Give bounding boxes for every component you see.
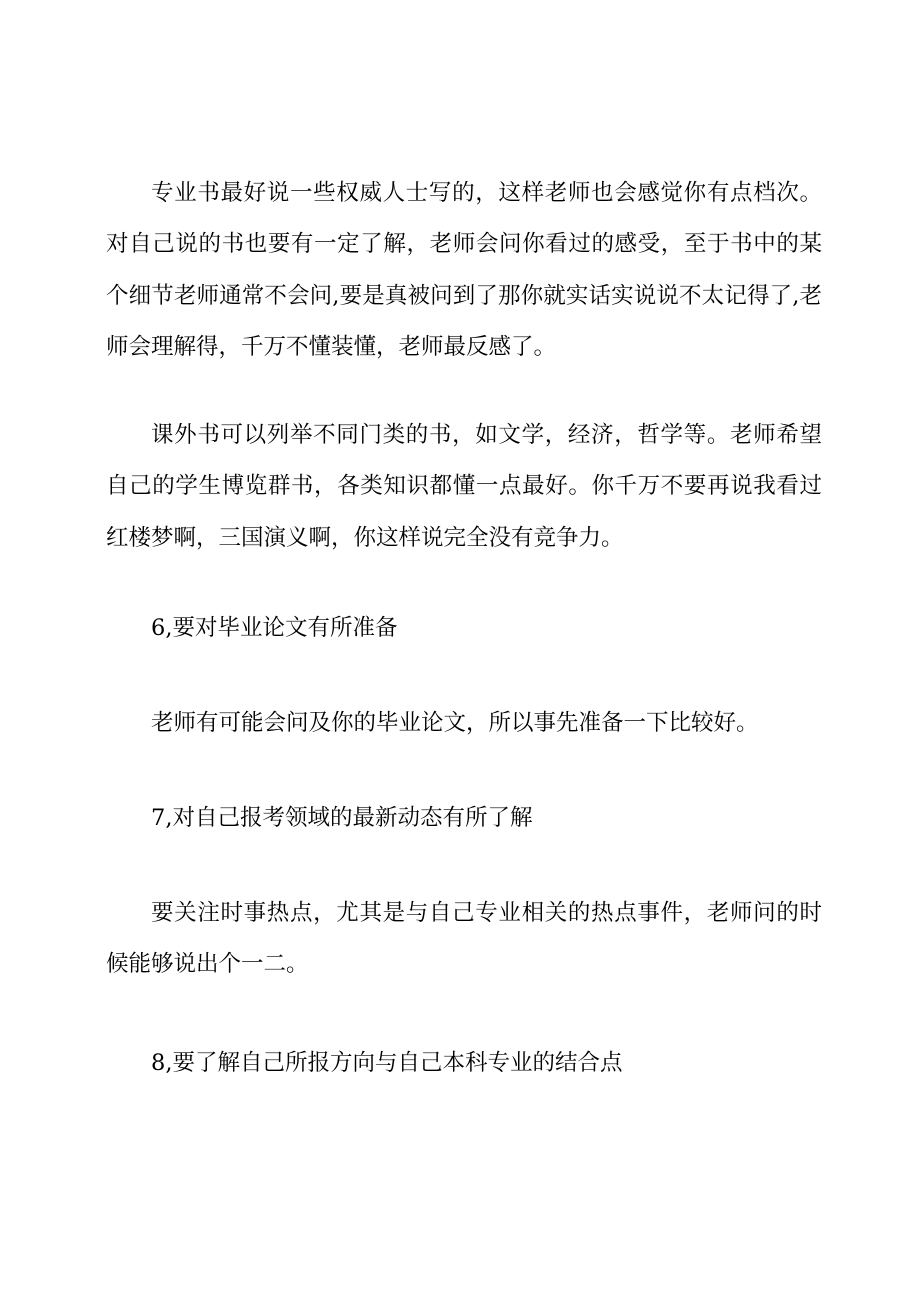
paragraph-extracurricular-books: 课外书可以列举不同门类的书，如文学，经济，哲学等。老师希望自己的学生博览群书，各类知识都懂一点最好。你千万不要再说我看过红楼梦啊，三国演义啊，你这样说完全没有竞争力。 [106, 422, 822, 551]
heading-thesis-preparation: 6,要对毕业论文有所准备 [151, 615, 398, 641]
heading-latest-developments: 7,对自己报考领域的最新动态有所了解 [151, 805, 533, 831]
heading-major-combination: 8,要了解自己所报方向与自己本科专业的结合点 [151, 1050, 623, 1076]
paragraph-professional-books: 专业书最好说一些权威人士写的，这样老师也会感觉你有点档次。对自己说的书也要有一定了解，老师会问你看过的感受，至于书中的某个细节老师通常不会问,要是真被问到了那你就实话实说说不太记得了,老师会理解得，千万不懂装懂，老师最反感了。 [106, 180, 822, 360]
paragraph-thesis-preparation: 老师有可能会问及你的毕业论文，所以事先准备一下比较好。 [151, 710, 759, 736]
paragraph-current-events: 要关注时事热点，尤其是与自己专业相关的热点事件，老师问的时候能够说出个一二。 [106, 900, 822, 978]
